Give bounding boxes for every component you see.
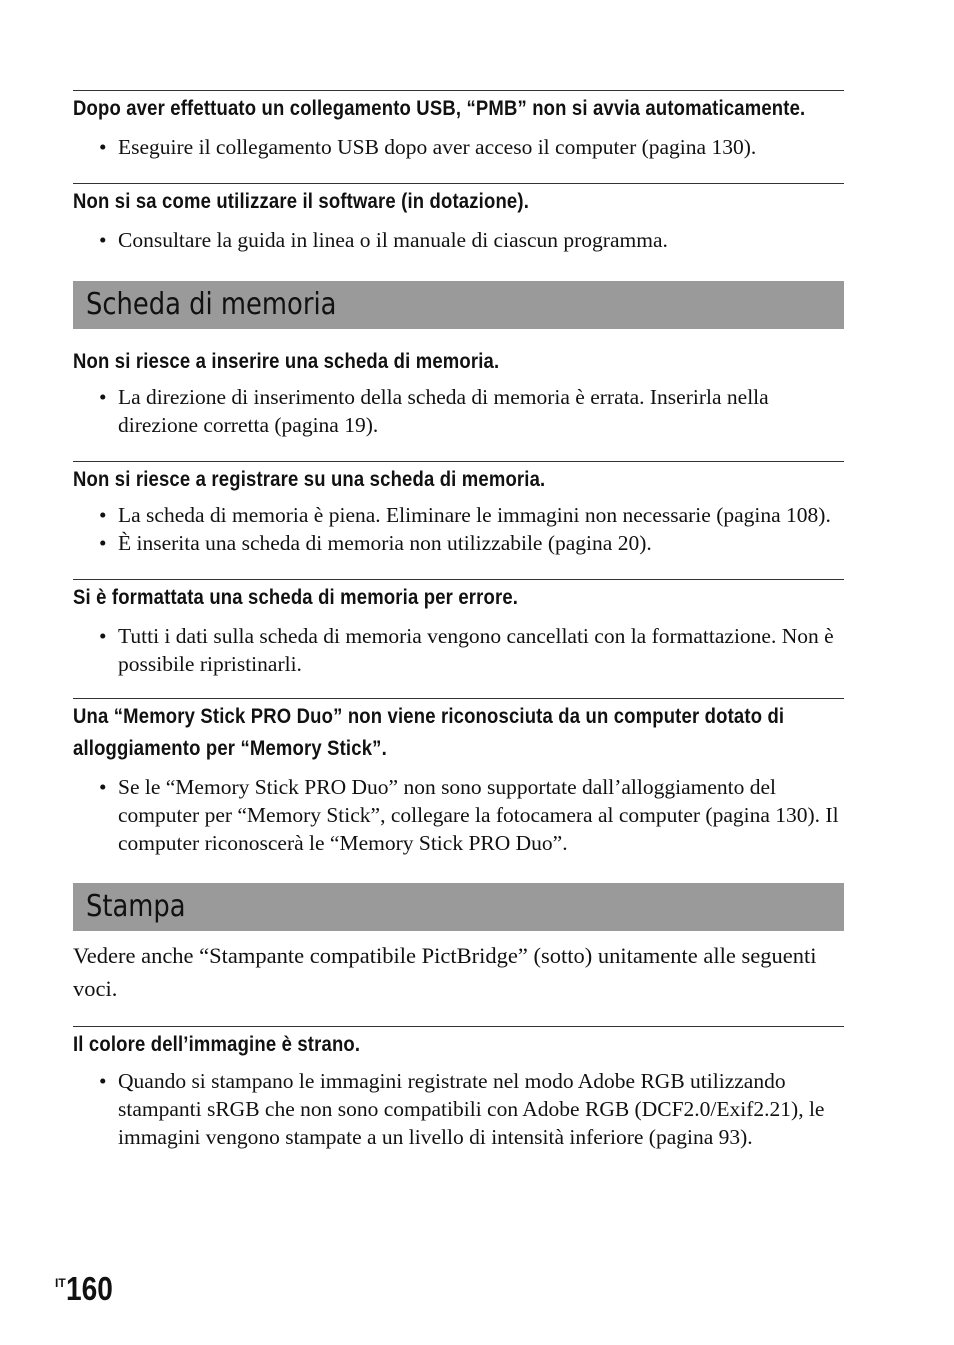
list-item: • Consultare la guida in linea o il manuale di ciascun programma. xyxy=(99,228,668,252)
bullet-icon: • xyxy=(99,135,107,159)
bullet-icon: • xyxy=(99,385,107,409)
list-item: • Tutti i dati sulla scheda di memoria vengono cancellati con la formattazione. Non è possibile ripristinarli. xyxy=(99,624,834,676)
divider xyxy=(73,698,844,699)
question-heading: Il colore dell’immagine è strano. xyxy=(73,1033,361,1056)
answer-list xyxy=(73,1067,844,1151)
list-item: • La direzione di inserimento della scheda di memoria è errata. Inserirla nella direzione corretta (pagina 19). xyxy=(99,385,769,437)
bullet-icon: • xyxy=(99,775,107,799)
list-item: • Quando si stampano le immagini registrate nel modo Adobe RGB utilizzando stampanti sRGB che non sono compatibili con Adobe RGB (DCF2.0/Exif2.21), le immagini vengono stampate a un livello di intensità inferiore (pagina 93). xyxy=(99,1069,825,1149)
question-heading: Non si sa come utilizzare il software (in dotazione). xyxy=(73,190,530,213)
divider xyxy=(73,90,844,91)
answer-list xyxy=(73,383,844,439)
bullet-icon: • xyxy=(99,503,107,527)
answer-list xyxy=(73,226,844,254)
list-item: • Eseguire il collegamento USB dopo aver acceso il computer (pagina 130). xyxy=(99,135,757,159)
list-item: • È inserita una scheda di memoria non utilizzabile (pagina 20). xyxy=(99,531,652,555)
section-title-scheda: Scheda di memoria xyxy=(73,281,844,329)
divider xyxy=(73,1026,844,1027)
section-title-stampa: Stampa xyxy=(73,883,844,931)
list-item: • La scheda di memoria è piena. Eliminare le immagini non necessarie (pagina 108). xyxy=(99,503,831,527)
divider xyxy=(73,461,844,462)
language-code: IT xyxy=(55,1276,66,1290)
list-item: • Se le “Memory Stick PRO Duo” non sono supportate dall’alloggiamento del computer per “Memory Stick”, collegare la fotocamera al computer (pagina 130). Il computer riconoscerà le “Memory Stick PRO Duo”. xyxy=(99,775,839,855)
question-heading: Non si riesce a inserire una scheda di memoria. xyxy=(73,350,500,373)
divider xyxy=(73,579,844,580)
bullet-icon: • xyxy=(99,531,107,555)
question-heading: Una “Memory Stick PRO Duo” non viene riconosciuta da un computer dotato di alloggiamento per “Memory Stick”. xyxy=(73,705,785,760)
bullet-icon: • xyxy=(99,228,107,252)
answer-list xyxy=(73,501,844,557)
page-content xyxy=(73,90,844,1151)
answer-list xyxy=(73,133,844,161)
intro-paragraph: Vedere anche “Stampante compatibile PictBridge” (sotto) unitamente alle seguenti voci. xyxy=(73,943,817,1001)
divider xyxy=(73,183,844,184)
question-heading: Si è formattata una scheda di memoria per errore. xyxy=(73,586,519,609)
page-number-value: 160 xyxy=(65,1270,113,1307)
answer-list xyxy=(73,622,844,678)
question-heading: Non si riesce a registrare su una scheda di memoria. xyxy=(73,468,546,491)
question-heading: Dopo aver effettuato un collegamento USB, “PMB” non si avvia automaticamente. xyxy=(73,97,806,120)
page-number xyxy=(55,1270,121,1308)
bullet-icon: • xyxy=(99,1069,107,1093)
bullet-icon: • xyxy=(99,624,107,648)
answer-list xyxy=(73,773,844,857)
